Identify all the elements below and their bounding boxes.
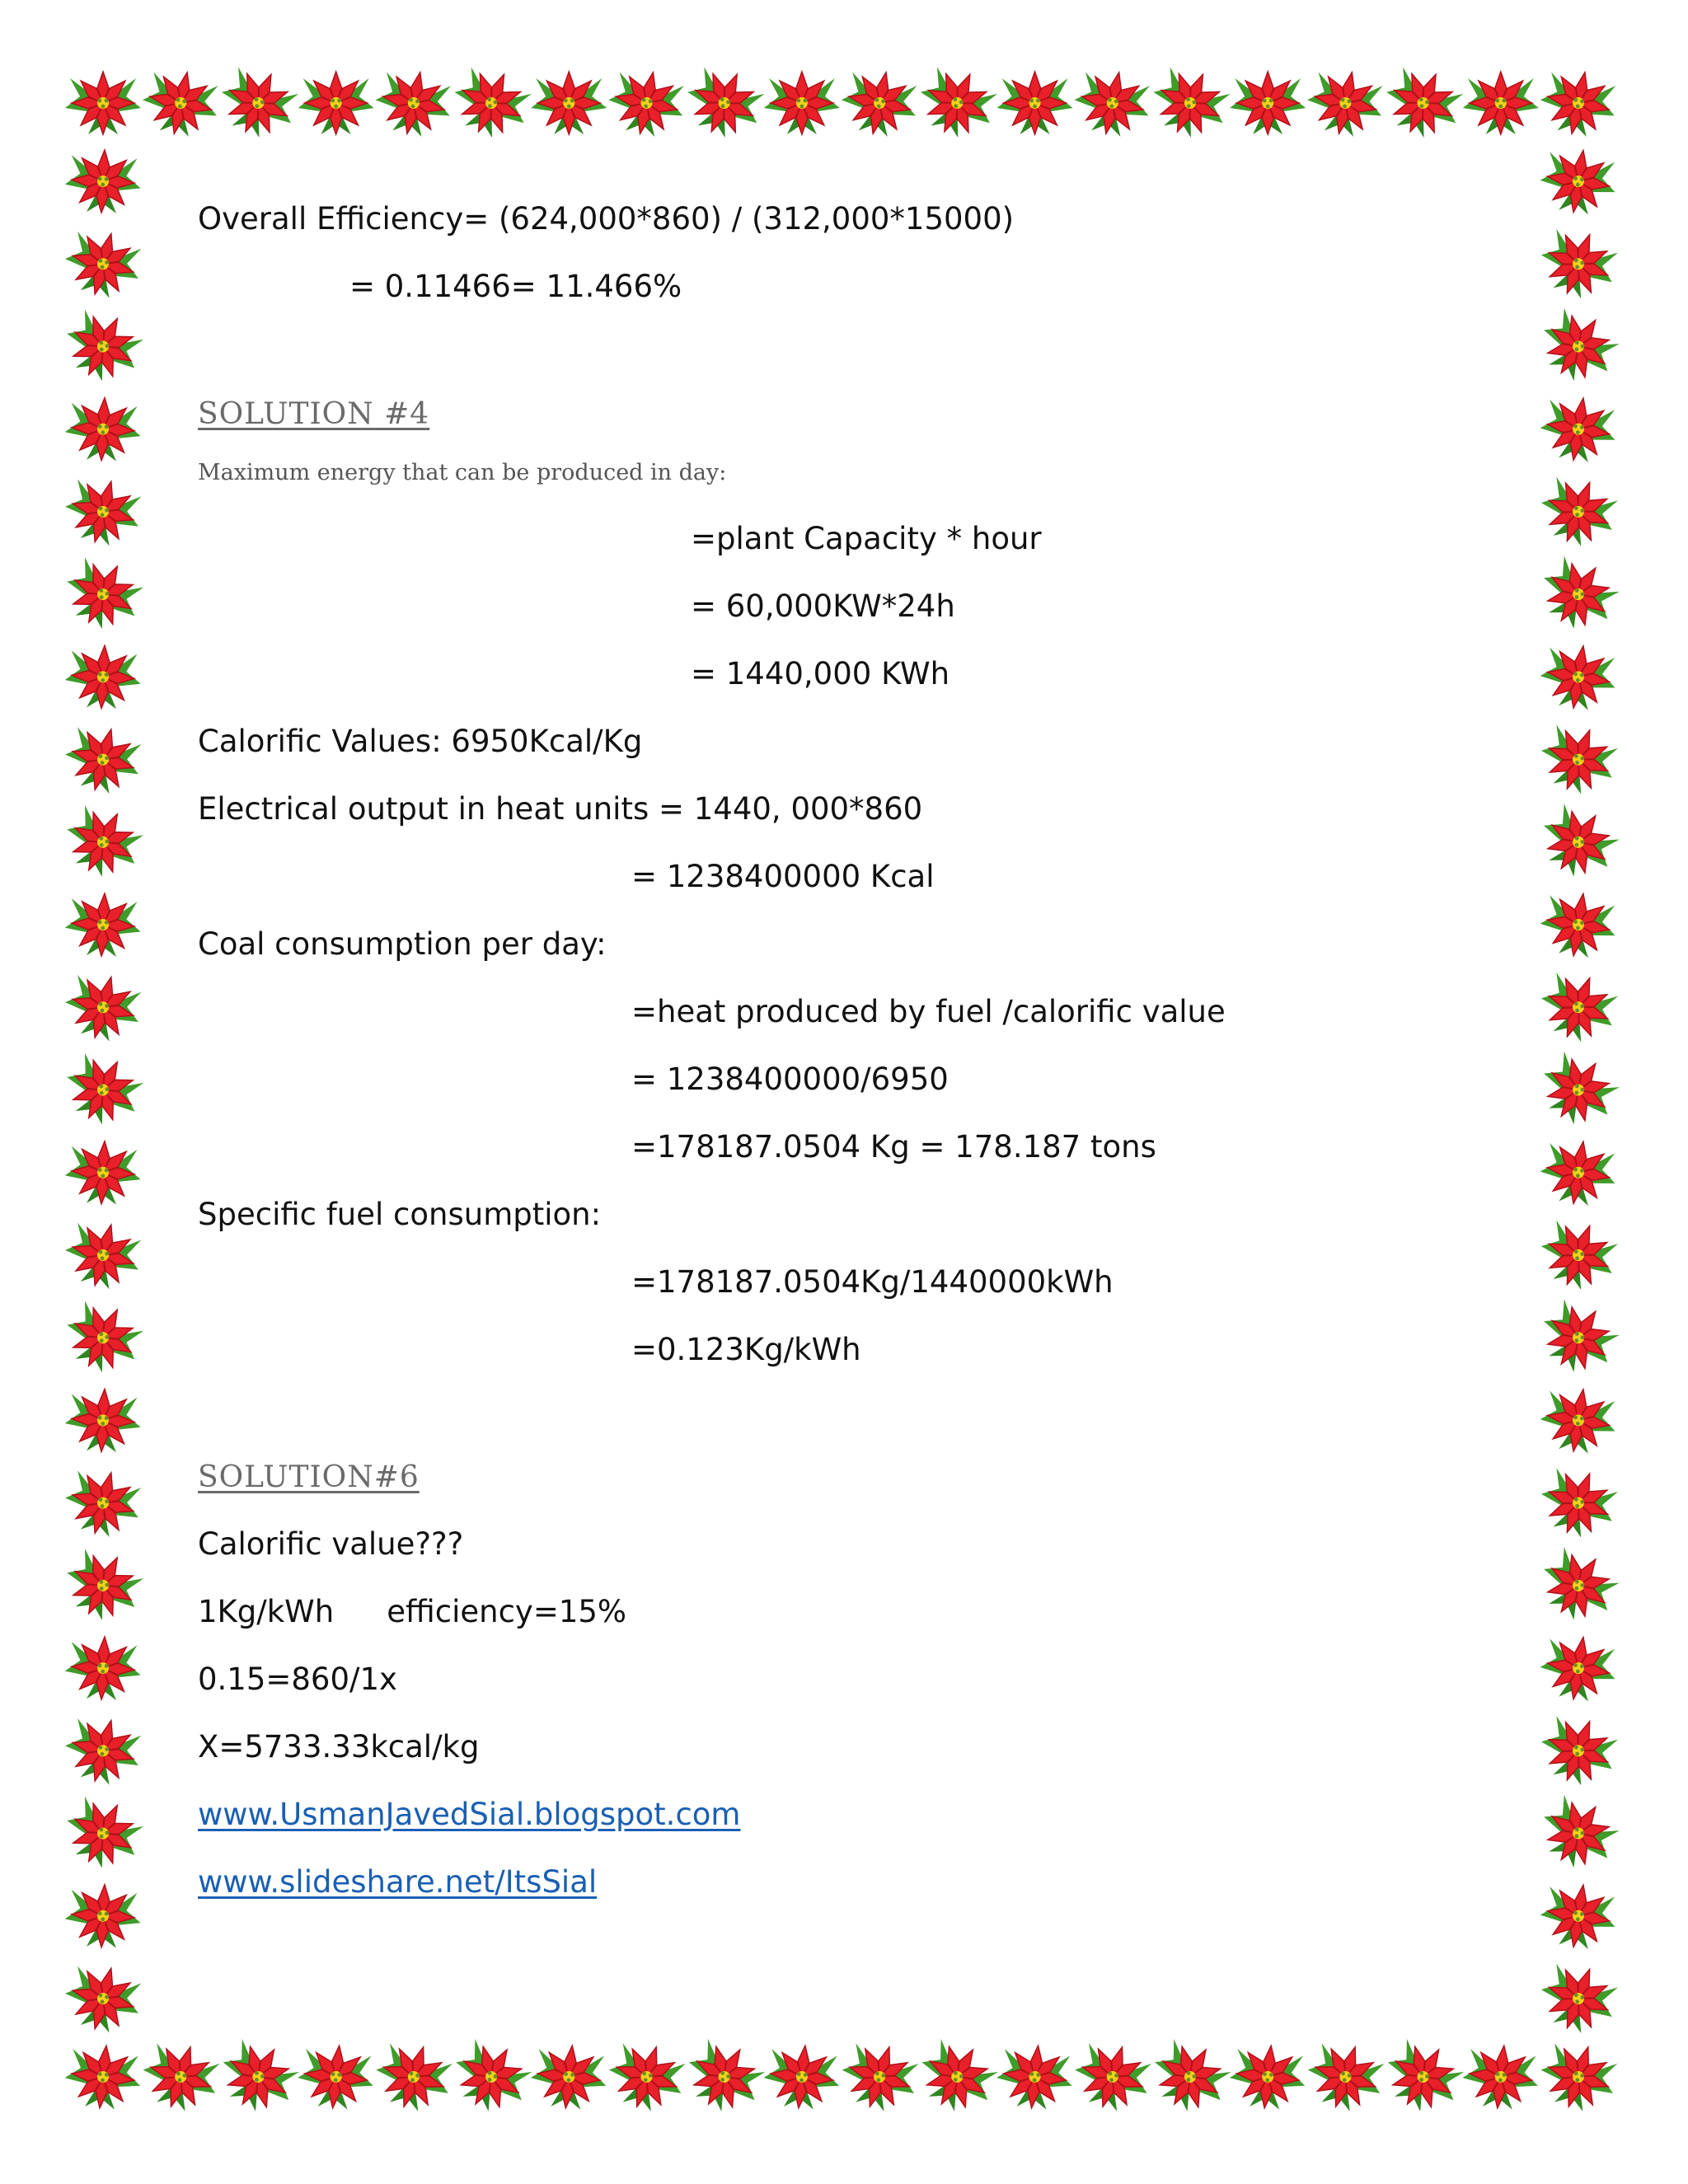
poinsettia-icon [908,2031,1006,2123]
poinsettia-icon [1533,2036,1625,2119]
calorific-question: Calorific value??? [198,1526,464,1562]
poinsettia-icon [1531,1956,1625,2041]
poinsettia-icon [1531,1708,1625,1793]
poinsettia-icon [210,2031,307,2123]
poinsettia-icon [1530,300,1628,394]
blog-link[interactable]: www.UsmanJavedSial.blogspot.com [198,1797,741,1832]
poinsettia-icon [761,2041,842,2111]
poinsettia-icon [1067,2036,1158,2119]
poinsettia-icon [298,72,374,134]
poinsettia-icon [1531,964,1625,1050]
poinsettia-icon [63,396,143,462]
poinsettia-icon [137,64,224,141]
border-left [55,148,151,2039]
slideshare-link[interactable]: www.slideshare.net/ItsSial [198,1864,598,1900]
electrical-output: Electrical output in heat units = 1440, 000*860 [198,791,923,827]
poinsettia-icon [676,2031,773,2123]
coal-consumption-line-3: =178187.0504 Kg = 178.187 tons [631,1129,1156,1165]
poinsettia-icon [63,1882,143,1949]
poinsettia-icon [1530,1043,1628,1137]
poinsettia-icon [55,797,151,887]
poinsettia-icon [59,471,148,551]
poinsettia-icon [1530,1787,1628,1881]
poinsettia-icon [1301,64,1389,141]
given-values [198,1594,626,1630]
border-bottom [62,2031,1624,2123]
solution6-heading: SOLUTION#6 [198,1460,420,1494]
poinsettia-icon [1142,59,1237,148]
coal-consumption-label: Coal consumption per day: [198,926,607,962]
poinsettia-icon [62,2041,143,2111]
poinsettia-icon [836,64,923,141]
calorific-values: Calorific Values: 6950Kcal/Kg [198,724,643,759]
poinsettia-icon [59,1463,148,1543]
poinsettia-icon [63,1635,143,1702]
poinsettia-icon [444,59,539,148]
poinsettia-icon [1375,2031,1472,2123]
border-right [1530,144,1628,2041]
poinsettia-icon [1536,1631,1621,1704]
poinsettia-icon [1536,392,1621,466]
efficiency-result: = 0.11466= 11.466% [349,269,682,304]
max-energy-line-1: =plant Capacity * hour [691,521,1042,556]
specific-fuel-line-1: =178187.0504Kg/1440000kWh [631,1264,1114,1300]
poinsettia-icon [55,1292,151,1382]
poinsettia-icon [443,2031,540,2123]
poinsettia-icon [1531,1212,1625,1298]
poinsettia-icon [677,59,771,148]
solution4-heading: SOLUTION #4 [198,397,430,431]
given-fuel-rate: 1Kg/kWh [198,1594,335,1629]
poinsettia-icon [1531,469,1625,555]
poinsettia-icon [1535,64,1622,141]
poinsettia-icon [211,59,306,148]
poinsettia-icon [1069,64,1156,141]
poinsettia-icon [63,1387,143,1454]
poinsettia-icon [295,2041,377,2111]
poinsettia-icon [1530,795,1628,889]
poinsettia-icon [65,72,141,134]
poinsettia-icon [1536,640,1621,714]
poinsettia-icon [1376,59,1470,148]
poinsettia-icon [1460,2041,1541,2111]
poinsettia-icon [1531,221,1625,307]
poinsettia-icon [1531,717,1625,803]
border-top [65,59,1622,148]
poinsettia-icon [55,1540,151,1630]
poinsettia-icon [1536,1879,1621,1952]
poinsettia-icon [55,549,151,639]
poinsettia-icon [368,2036,459,2119]
poinsettia-icon [1536,1384,1621,1457]
poinsettia-icon [1530,1291,1628,1385]
poinsettia-icon [1463,72,1539,134]
poinsettia-icon [764,72,840,134]
poinsettia-icon [1536,1136,1621,1209]
given-efficiency: efficiency=15% [387,1594,627,1629]
specific-fuel-line-2: =0.123Kg/kWh [631,1332,861,1367]
poinsettia-icon [1536,888,1621,961]
poinsettia-icon [603,64,691,141]
calorific-answer: X=5733.33kcal/kg [198,1729,480,1765]
poinsettia-icon [531,72,607,134]
poinsettia-icon [528,2041,610,2111]
poinsettia-icon [1530,1539,1628,1633]
poinsettia-icon [1230,72,1306,134]
coal-consumption-line-1: =heat produced by fuel /calorific value [631,994,1226,1029]
poinsettia-icon [59,1711,148,1791]
poinsettia-icon [63,892,143,958]
poinsettia-icon [994,2041,1076,2111]
max-energy-line-2: = 60,000KW*24h [691,588,955,624]
poinsettia-icon [63,148,143,215]
efficiency-formula: Overall Efficiency= (624,000*860) / (312,000*15000) [198,201,1015,237]
poinsettia-icon [1300,2036,1391,2119]
poinsettia-icon [135,2036,227,2119]
poinsettia-icon [59,968,148,1047]
poinsettia-icon [910,59,1005,148]
poinsettia-icon [55,1788,151,1878]
poinsettia-icon [1530,547,1628,641]
specific-fuel-label: Specific fuel consumption: [198,1197,602,1232]
poinsettia-icon [63,644,143,710]
poinsettia-icon [55,1045,151,1135]
poinsettia-icon [63,1139,143,1206]
poinsettia-icon [1142,2031,1239,2123]
coal-consumption-line-2: = 1238400000/6950 [631,1062,949,1097]
poinsettia-icon [55,302,151,391]
poinsettia-icon [59,719,148,799]
poinsettia-icon [1536,144,1621,218]
poinsettia-icon [59,1215,148,1295]
efficiency-equation: 0.15=860/1x [198,1661,397,1697]
poinsettia-icon [834,2036,926,2119]
poinsettia-icon [997,72,1073,134]
poinsettia-icon [370,64,457,141]
poinsettia-icon [59,224,148,304]
poinsettia-icon [601,2036,692,2119]
poinsettia-icon [1226,2041,1308,2111]
max-energy-line-3: = 1440,000 KWh [691,656,950,691]
electrical-output-result: = 1238400000 Kcal [631,859,935,894]
solution4-subheading: Maximum energy that can be produced in day: [198,460,727,485]
poinsettia-icon [59,1958,148,2038]
poinsettia-icon [1531,1460,1625,1546]
